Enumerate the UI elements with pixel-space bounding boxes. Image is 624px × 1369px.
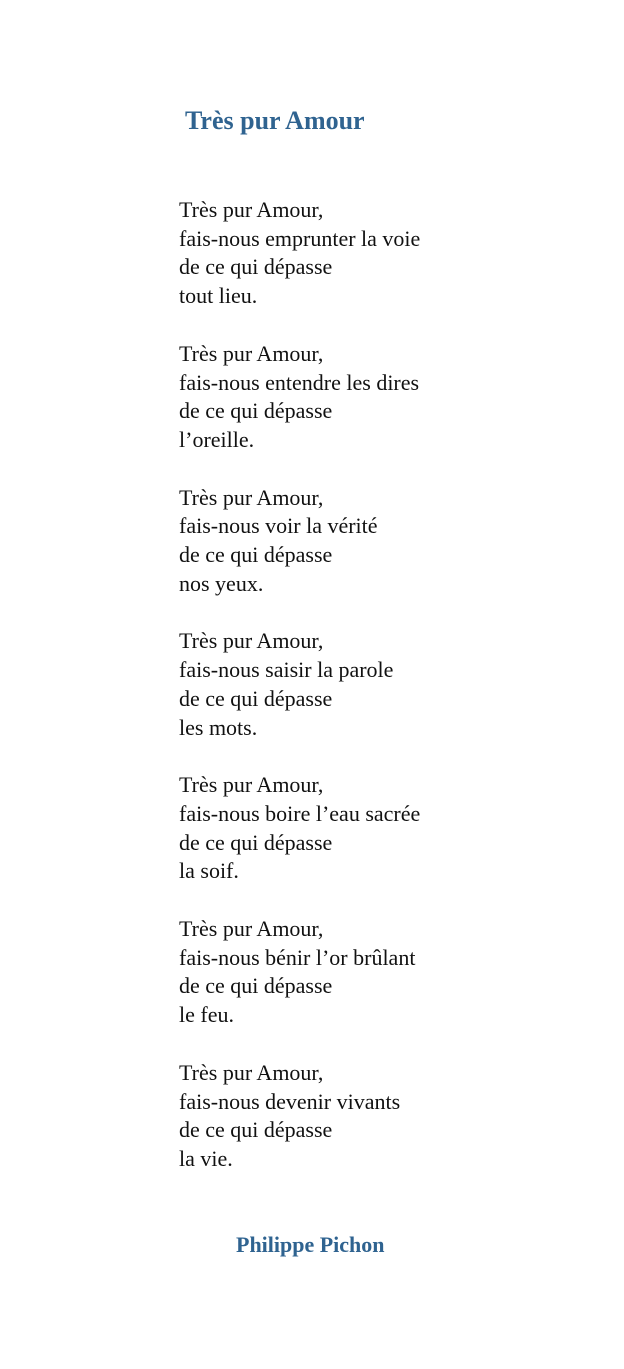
poem-line: de ce qui dépasse xyxy=(179,254,333,280)
poem-line: Très pur Amour, xyxy=(179,340,324,366)
stanza xyxy=(179,1059,599,1174)
poem-line: Très pur Amour, xyxy=(179,484,324,510)
poem-line: fais-nous devenir vivants xyxy=(179,1088,401,1114)
poem-line: de ce qui dépasse xyxy=(179,542,333,568)
poem-line: fais-nous boire l’eau sacrée xyxy=(179,800,421,826)
poem-body xyxy=(179,196,599,1203)
poem-line: Très pur Amour, xyxy=(179,772,324,798)
poem-line: la vie. xyxy=(179,1145,233,1171)
poem-line: de ce qui dépasse xyxy=(179,1117,333,1143)
stanza xyxy=(179,915,599,1030)
poem-line: Très pur Amour, xyxy=(179,628,324,654)
poem-line: Très pur Amour, xyxy=(179,916,324,942)
poem-author: Philippe Pichon xyxy=(236,1232,385,1257)
poem-line: nos yeux. xyxy=(179,570,264,596)
poem-line: Très pur Amour, xyxy=(179,1059,324,1085)
poem-line: fais-nous emprunter la voie xyxy=(179,225,421,251)
poem-line: fais-nous voir la vérité xyxy=(179,513,378,539)
stanza xyxy=(179,771,599,886)
stanza xyxy=(179,340,599,455)
poem-line: Très pur Amour, xyxy=(179,197,324,222)
poem-line: la soif. xyxy=(179,858,239,884)
poem-line: tout lieu. xyxy=(179,283,258,309)
poem-line: de ce qui dépasse xyxy=(179,973,333,999)
stanza xyxy=(179,196,599,311)
poem-line: de ce qui dépasse xyxy=(179,398,333,424)
poem-line: fais-nous entendre les dires xyxy=(179,369,420,395)
poem-line: fais-nous bénir l’or brûlant xyxy=(179,944,416,970)
poem-title: Très pur Amour xyxy=(185,106,365,135)
poem-line: de ce qui dépasse xyxy=(179,685,333,711)
stanza xyxy=(179,484,599,599)
poem-line: les mots. xyxy=(179,714,258,740)
poem-line: fais-nous saisir la parole xyxy=(179,657,394,683)
poem-line: le feu. xyxy=(179,1002,234,1028)
stanza xyxy=(179,627,599,742)
poem-line: de ce qui dépasse xyxy=(179,829,333,855)
poem-line: l’oreille. xyxy=(179,426,255,452)
